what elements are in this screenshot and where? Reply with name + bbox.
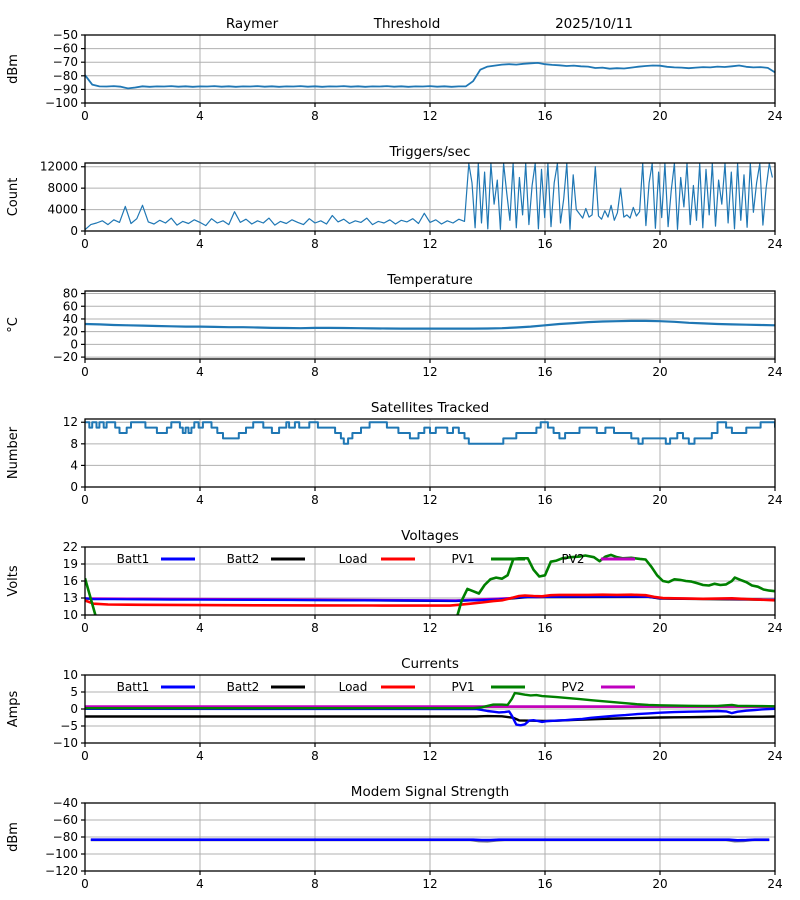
x-tick-label: 24 bbox=[767, 749, 783, 763]
legend-label-pv2: PV2 bbox=[561, 552, 585, 566]
x-tick-label: 24 bbox=[767, 109, 783, 123]
x-tick-label: 12 bbox=[422, 365, 438, 379]
x-tick-label: 20 bbox=[652, 237, 668, 251]
y-tick-label: −60 bbox=[52, 41, 78, 56]
legend-label-batt1: Batt1 bbox=[116, 552, 150, 566]
y-axis-label: Count bbox=[6, 177, 21, 217]
x-tick-label: 20 bbox=[652, 621, 668, 635]
panel-currents bbox=[0, 644, 800, 772]
chart-title-part: Threshold bbox=[373, 16, 441, 32]
y-tick-label: 0 bbox=[70, 702, 78, 716]
panel-threshold bbox=[0, 4, 800, 132]
x-tick-label: 24 bbox=[767, 365, 783, 379]
y-tick-label: 13 bbox=[62, 591, 78, 605]
x-tick-label: 16 bbox=[537, 365, 553, 379]
x-tick-label: 16 bbox=[537, 877, 553, 891]
x-tick-label: 20 bbox=[652, 749, 668, 763]
y-tick-label: −20 bbox=[52, 350, 78, 365]
y-tick-label: 60 bbox=[62, 299, 78, 314]
y-axis-label: Number bbox=[6, 426, 21, 480]
y-tick-label: 0 bbox=[70, 224, 78, 238]
x-tick-label: 8 bbox=[311, 877, 319, 891]
gridlines bbox=[85, 163, 775, 231]
x-tick-label: 0 bbox=[81, 237, 89, 251]
x-tick-label: 4 bbox=[196, 749, 204, 763]
x-tick-label: 16 bbox=[537, 621, 553, 635]
y-tick-label: −60 bbox=[52, 813, 78, 827]
legend-label-pv2: PV2 bbox=[561, 680, 585, 694]
x-tick-label: 0 bbox=[81, 877, 89, 891]
y-tick-label: 4000 bbox=[47, 202, 78, 217]
x-tick-label: 16 bbox=[537, 109, 553, 123]
x-tick-label: 8 bbox=[311, 109, 319, 123]
y-tick-label: 0 bbox=[70, 480, 78, 494]
x-tick-label: 12 bbox=[422, 621, 438, 635]
x-tick-label: 0 bbox=[81, 365, 89, 379]
y-tick-label: 8 bbox=[70, 436, 78, 451]
y-tick-label: −5 bbox=[60, 719, 78, 733]
chart-title: Voltages bbox=[401, 528, 459, 544]
x-tick-label: 0 bbox=[81, 493, 89, 507]
y-tick-label: −100 bbox=[45, 96, 78, 110]
gridlines bbox=[85, 803, 775, 871]
legend-label-load: Load bbox=[338, 552, 368, 566]
y-tick-label: −80 bbox=[52, 68, 78, 83]
x-tick-label: 0 bbox=[81, 109, 89, 123]
y-axis-label: °C bbox=[6, 317, 21, 333]
panel-temperature bbox=[0, 260, 800, 388]
x-tick-label: 20 bbox=[652, 365, 668, 379]
x-tick-label: 8 bbox=[311, 493, 319, 507]
y-tick-label: −50 bbox=[52, 28, 78, 42]
gridlines bbox=[85, 291, 775, 359]
y-tick-label: 4 bbox=[70, 458, 78, 473]
y-tick-label: 22 bbox=[62, 540, 78, 554]
x-tick-label: 24 bbox=[767, 237, 783, 251]
x-tick-label: 24 bbox=[767, 621, 783, 635]
panel-voltages bbox=[0, 516, 800, 644]
chart-title: Triggers/sec bbox=[389, 144, 471, 160]
y-tick-label: 5 bbox=[70, 685, 78, 699]
chart-title-part: 2025/10/11 bbox=[555, 16, 633, 32]
x-tick-label: 12 bbox=[422, 237, 438, 251]
x-tick-label: 8 bbox=[311, 365, 319, 379]
series-modem-rssi bbox=[91, 840, 770, 841]
series-triggers-count bbox=[85, 164, 772, 230]
x-tick-label: 0 bbox=[81, 621, 89, 635]
x-tick-label: 4 bbox=[196, 237, 204, 251]
legend-label-batt1: Batt1 bbox=[116, 680, 150, 694]
y-tick-label: 8000 bbox=[47, 181, 78, 196]
x-tick-label: 12 bbox=[422, 749, 438, 763]
y-tick-label: −80 bbox=[52, 830, 78, 844]
y-tick-label: 16 bbox=[62, 574, 78, 588]
y-tick-label: 80 bbox=[62, 286, 78, 301]
panel-triggers bbox=[0, 132, 800, 260]
panel-satellites bbox=[0, 388, 800, 516]
legend-label-batt2: Batt2 bbox=[226, 680, 260, 694]
y-tick-label: 19 bbox=[62, 557, 78, 571]
x-tick-label: 8 bbox=[311, 237, 319, 251]
chart-title: Currents bbox=[401, 656, 459, 672]
y-tick-label: 12 bbox=[62, 415, 78, 430]
y-tick-label: 10 bbox=[62, 608, 78, 622]
x-tick-label: 20 bbox=[652, 877, 668, 891]
x-tick-label: 0 bbox=[81, 749, 89, 763]
x-tick-label: 8 bbox=[311, 749, 319, 763]
x-tick-label: 12 bbox=[422, 109, 438, 123]
panel-modem bbox=[0, 772, 800, 900]
legend-label-batt2: Batt2 bbox=[226, 552, 260, 566]
y-axis-label: Volts bbox=[6, 565, 21, 597]
chart-title-part: Raymer bbox=[225, 16, 279, 32]
x-tick-label: 16 bbox=[537, 749, 553, 763]
y-tick-label: 0 bbox=[70, 337, 78, 352]
x-tick-label: 4 bbox=[196, 877, 204, 891]
chart-title: Satellites Tracked bbox=[370, 400, 490, 416]
y-tick-label: 10 bbox=[62, 668, 78, 682]
chart-title: Modem Signal Strength bbox=[350, 784, 510, 800]
legend-label-pv1: PV1 bbox=[451, 680, 475, 694]
x-tick-label: 24 bbox=[767, 493, 783, 507]
y-tick-label: 12000 bbox=[39, 159, 78, 174]
y-tick-label: −70 bbox=[52, 55, 78, 70]
y-tick-label: −100 bbox=[45, 847, 78, 861]
x-tick-label: 24 bbox=[767, 877, 783, 891]
y-axis-label: Amps bbox=[6, 690, 21, 728]
x-tick-label: 8 bbox=[311, 621, 319, 635]
chart-title: Temperature bbox=[387, 272, 473, 288]
legend-label-pv1: PV1 bbox=[451, 552, 475, 566]
x-tick-label: 4 bbox=[196, 493, 204, 507]
x-tick-label: 12 bbox=[422, 493, 438, 507]
y-tick-label: −90 bbox=[52, 82, 78, 97]
x-tick-label: 4 bbox=[196, 365, 204, 379]
y-tick-label: 20 bbox=[62, 324, 78, 339]
y-tick-label: 40 bbox=[62, 311, 78, 326]
x-tick-label: 12 bbox=[422, 877, 438, 891]
y-tick-label: −10 bbox=[52, 736, 78, 750]
x-tick-label: 4 bbox=[196, 621, 204, 635]
x-tick-label: 20 bbox=[652, 493, 668, 507]
x-tick-label: 4 bbox=[196, 109, 204, 123]
legend-label-load: Load bbox=[338, 680, 368, 694]
y-axis-label: dBm bbox=[6, 822, 21, 852]
x-tick-label: 20 bbox=[652, 109, 668, 123]
y-tick-label: −40 bbox=[52, 796, 78, 810]
x-tick-label: 16 bbox=[537, 493, 553, 507]
gridlines bbox=[85, 35, 775, 103]
y-axis-label: dBm bbox=[6, 54, 21, 84]
y-tick-label: −120 bbox=[45, 864, 78, 878]
x-tick-label: 16 bbox=[537, 237, 553, 251]
